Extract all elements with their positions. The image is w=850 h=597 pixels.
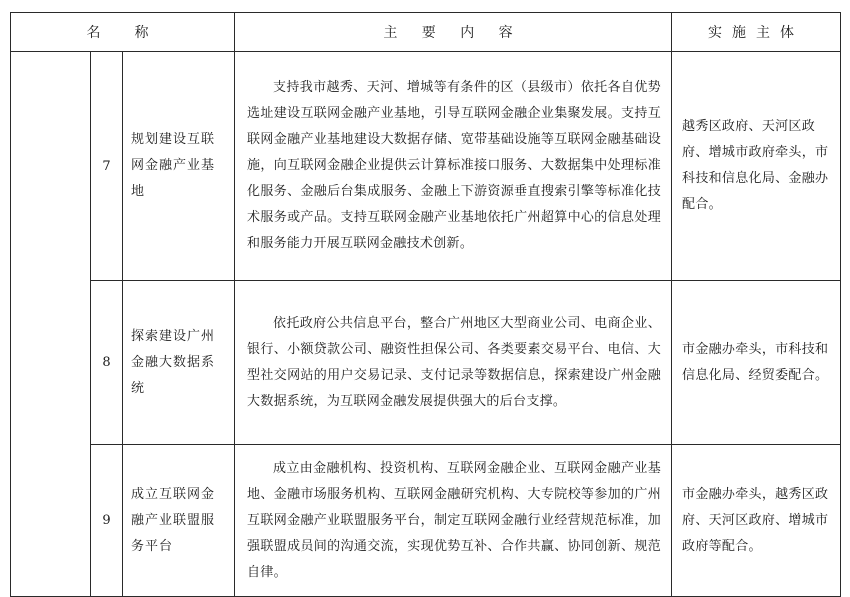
row-number: 7 — [91, 52, 123, 281]
table-row — [11, 445, 841, 597]
row-number: 9 — [91, 445, 123, 597]
row-owner: 市金融办牵头，越秀区政府、天河区政府、增城市政府等配合。 — [672, 445, 841, 597]
row-number: 8 — [91, 281, 123, 445]
row-content: 支持我市越秀、天河、增城等有条件的区（县级市）依托各自优势选址建设互联网金融产业基地，引导互联网金融企业集聚发展。支持互联网金融产业基地建设大数据存储、宽带基础设施等互联网金融基础设施，向互联网金融企业提供云计算标准接口服务、大数据集中处理标准化服务、金融后台集成服务、金融上下游资源垂直搜索引擎等标准化技术服务或产品。支持互联网金融产业基地依托广州超算中心的信息处理和服务能力开展互联网金融技术创新。 — [235, 52, 672, 281]
row-owner: 越秀区政府、天河区政府、增城市政府牵头，市科技和信息化局、金融办配合。 — [672, 52, 841, 281]
header-owner: 实施主体 — [672, 13, 841, 52]
policy-table — [10, 12, 841, 597]
row-content: 成立由金融机构、投资机构、互联网金融企业、互联网金融产业基地、金融市场服务机构、互联网金融研究机构、大专院校等参加的广州互联网金融产业联盟服务平台，制定互联网金融行业经营规范标准，加强联盟成员间的沟通交流，实现优势互补、合作共赢、协同创新、规范自律。 — [235, 445, 672, 597]
row-content: 依托政府公共信息平台，整合广州地区大型商业公司、电商企业、银行、小额贷款公司、融资性担保公司、各类要素交易平台、电信、大型社交网站的用户交易记录、支付记录等数据信息，探索建设广州金融大数据系统，为互联网金融发展提供强大的后台支撑。 — [235, 281, 672, 445]
row-owner: 市金融办牵头，市科技和信息化局、经贸委配合。 — [672, 281, 841, 445]
row-name: 规划建设互联网金融产业基地 — [123, 52, 235, 281]
header-content: 主 要 内 容 — [235, 13, 672, 52]
table-row — [11, 52, 841, 281]
row-name: 成立互联网金融产业联盟服务平台 — [123, 445, 235, 597]
policy-table-page — [10, 12, 840, 592]
table-row — [11, 281, 841, 445]
row-name: 探索建设广州金融大数据系统 — [123, 281, 235, 445]
header-name: 名 称 — [11, 13, 235, 52]
category-cell — [11, 52, 91, 597]
header-row — [11, 13, 841, 52]
